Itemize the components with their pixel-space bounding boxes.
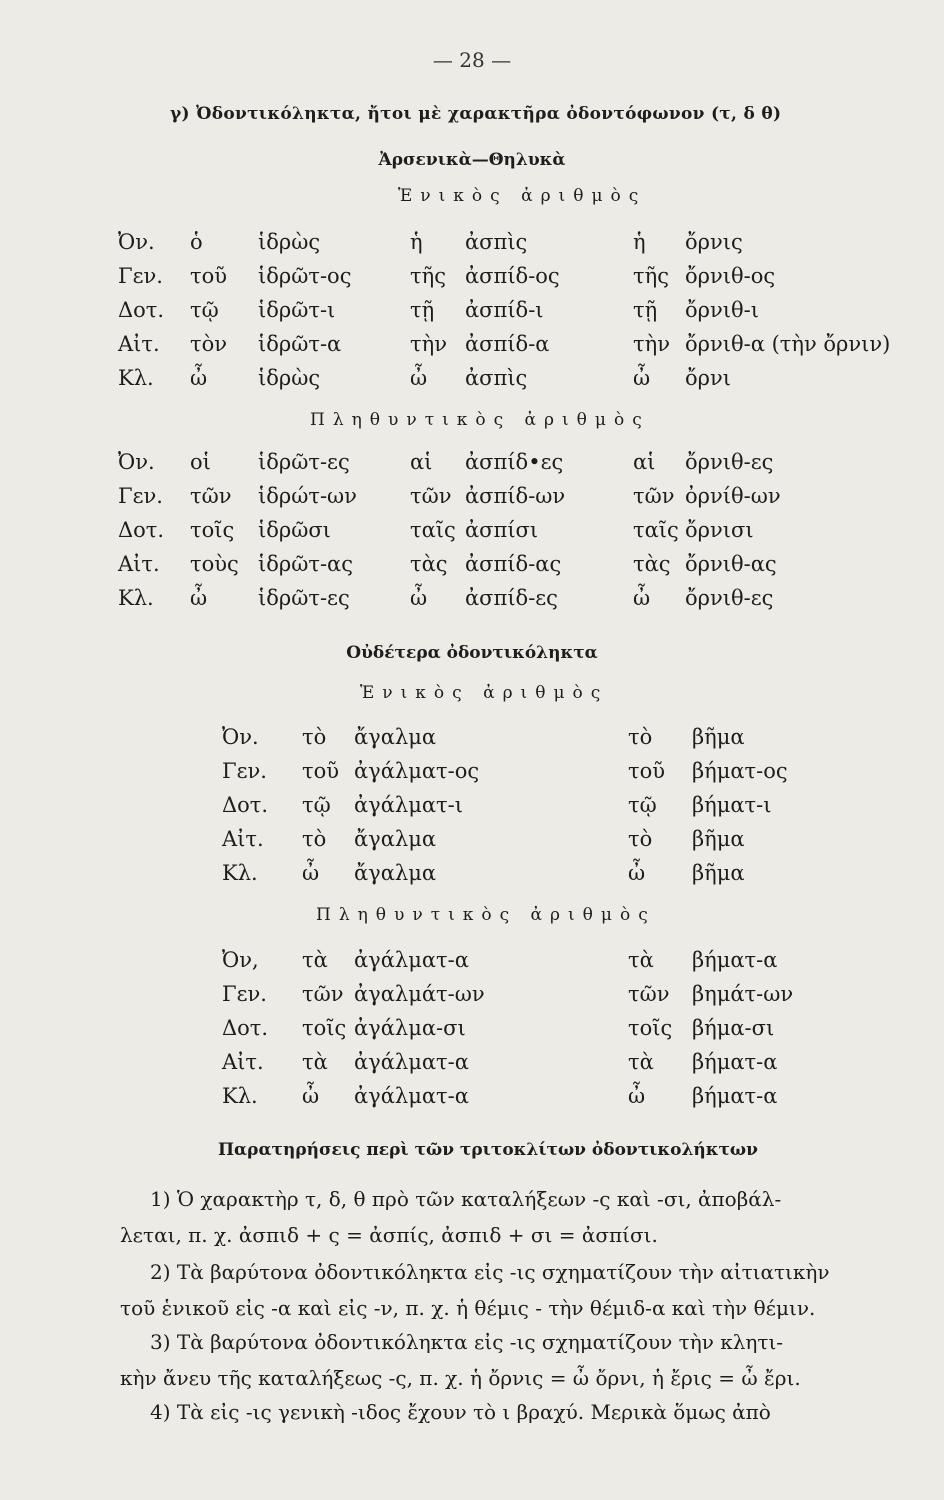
paradigm-cell: τὰς: [410, 552, 448, 576]
paradigm-cell: ἀσπὶς: [465, 366, 528, 390]
paradigm-cell: τῷ: [190, 298, 219, 322]
paradigm-cell: ἱδρῶτ-ες: [258, 450, 350, 474]
paradigm-cell: ταῖς: [633, 518, 679, 542]
case-label: Δοτ.: [118, 298, 165, 322]
paradigm-cell: αἱ: [410, 450, 433, 474]
paradigm-cell: τῇ: [633, 298, 658, 322]
paradigm-cell: ταῖς: [410, 518, 456, 542]
case-label: Ὀν,: [222, 948, 259, 972]
paradigm-cell: ἱδρῶτ-α: [258, 332, 342, 356]
paradigm-cell: τοῖς: [190, 518, 235, 542]
paradigm-cell: ἱδρῶτ-ες: [258, 586, 350, 610]
heading-enikos-neuter: Ἑνικὸς ἀριθμὸς: [360, 683, 609, 703]
paradigm-cell: τὰ: [628, 1050, 654, 1074]
paradigm-cell: ἀσπίδ•ες: [465, 450, 564, 474]
paradigm-cell: ἡ: [633, 230, 646, 254]
heading-plythyntikos-masc: Πληθυντικὸς ἀριθμὸς: [310, 410, 650, 430]
paradigm-cell: ἱδρῶτ-ας: [258, 552, 354, 576]
paradigm-cell: τῇ: [410, 298, 435, 322]
paradigm-cell: ἀγαλμάτ-ων: [354, 982, 485, 1006]
observation-2-line-1: 2) Τὰ βαρύτονα ὀδοντικόληκτα εἰς -ις σχηματίζουν τὴν αἰτιατικὴν: [150, 1260, 830, 1284]
case-label: Δοτ.: [118, 518, 165, 542]
paradigm-cell: τὰ: [302, 1050, 328, 1074]
paradigm-cell: ἀγάλματ-α: [354, 1084, 469, 1108]
case-label: Ὀν.: [118, 450, 155, 474]
case-label: Δοτ.: [222, 793, 269, 817]
paradigm-cell: ἀγάλματ-α: [354, 1050, 469, 1074]
observation-4-line-1: 4) Τὰ εἰς -ις γενικὴ -ιδος ἔχουν τὸ ι βραχύ. Μερικὰ ὅμως ἀπὸ: [150, 1400, 771, 1424]
paradigm-cell: τὴν: [410, 332, 447, 356]
case-label: Κλ.: [118, 366, 154, 390]
paradigm-cell: τοῖς: [302, 1016, 347, 1040]
case-label: Κλ.: [222, 861, 258, 885]
paradigm-cell: αἱ: [633, 450, 656, 474]
paradigm-cell: ὦ: [410, 366, 428, 390]
paradigm-cell: τῷ: [302, 793, 331, 817]
paradigm-cell: βήμα-σι: [692, 1016, 775, 1040]
paradigm-cell: βήματ-α: [692, 948, 778, 972]
paradigm-cell: ἀγάλματ-ι: [354, 793, 463, 817]
paradigm-cell: τὸ: [302, 827, 327, 851]
paradigm-cell: τῆς: [633, 264, 669, 288]
case-label: Κλ.: [118, 586, 154, 610]
paradigm-cell: ὄρνιθ-α (τὴν ὄρνιν): [685, 332, 891, 356]
paradigm-cell: βήματ-ος: [692, 759, 788, 783]
paradigm-cell: ἀγάλμα-σι: [354, 1016, 466, 1040]
paradigm-cell: ἀσπίδ-ας: [465, 552, 562, 576]
paradigm-cell: τῶν: [633, 484, 675, 508]
paradigm-cell: τῆς: [410, 264, 446, 288]
case-label: Αἰτ.: [222, 827, 264, 851]
case-label: Αἰτ.: [118, 552, 160, 576]
observation-3-line-2: κὴν ἄνευ τῆς καταλήξεως -ς, π. χ. ἡ ὄρνις = ὦ ὄρνι, ἡ ἔρις = ὦ ἔρι.: [120, 1366, 801, 1390]
paradigm-cell: τὸ: [628, 827, 653, 851]
paradigm-cell: ὦ: [633, 586, 651, 610]
paradigm-cell: ἱδρῶσι: [258, 518, 331, 542]
paradigm-cell: ἀσπίδ-ων: [465, 484, 566, 508]
case-label: Δοτ.: [222, 1016, 269, 1040]
paradigm-cell: ὦ: [302, 861, 320, 885]
paradigm-cell: ἱδρὼς: [258, 366, 321, 390]
paradigm-cell: ἡ: [410, 230, 423, 254]
case-label: Γεν.: [222, 759, 267, 783]
paradigm-cell: τῶν: [628, 982, 670, 1006]
heading-observations: Παρατηρήσεις περὶ τῶν τριτοκλίτων ὀδοντικολήκτων: [218, 1140, 758, 1160]
paradigm-cell: ὦ: [628, 1084, 646, 1108]
paradigm-cell: ὦ: [633, 366, 651, 390]
paradigm-cell: ὄρνιθ-ες: [685, 450, 774, 474]
paradigm-cell: ἄγαλμα: [354, 725, 437, 749]
paradigm-cell: τὰς: [633, 552, 671, 576]
paradigm-cell: ἱδρῶτ-ος: [258, 264, 352, 288]
paradigm-cell: ἀσπὶς: [465, 230, 528, 254]
paradigm-cell: ἀγάλματ-α: [354, 948, 469, 972]
heading-enikos-masc: Ἑνικὸς ἀριθμὸς: [398, 186, 647, 206]
paradigm-cell: ἀγάλματ-ος: [354, 759, 480, 783]
paradigm-cell: ὀρνίθ-ων: [685, 484, 781, 508]
paradigm-cell: ἀσπίσι: [465, 518, 539, 542]
paradigm-cell: ὦ: [410, 586, 428, 610]
paradigm-cell: τὴν: [633, 332, 670, 356]
case-label: Γεν.: [222, 982, 267, 1006]
page-number: — 28 —: [432, 48, 512, 72]
case-label: Ὀν.: [222, 725, 259, 749]
paradigm-cell: ἱδρῶτ-ι: [258, 298, 336, 322]
paradigm-cell: ὄρνιθ-ος: [685, 264, 776, 288]
case-label: Γεν.: [118, 484, 163, 508]
paradigm-cell: βήματ-α: [692, 1050, 778, 1074]
paradigm-cell: βήματ-ι: [692, 793, 772, 817]
paradigm-cell: βῆμα: [692, 827, 745, 851]
paradigm-cell: ἱδρὼς: [258, 230, 321, 254]
paradigm-cell: ὄρνισι: [685, 518, 754, 542]
paradigm-cell: ὄρνιθ-ες: [685, 586, 774, 610]
paradigm-cell: τῶν: [410, 484, 452, 508]
paradigm-cell: βημάτ-ων: [692, 982, 794, 1006]
paradigm-cell: ὦ: [302, 1084, 320, 1108]
paradigm-cell: ἄγαλμα: [354, 827, 437, 851]
observation-2-line-2: τοῦ ἑνικοῦ εἰς -α καὶ εἰς -ν, π. χ. ἡ θέμις - τὴν θέμιδ-α καὶ τὴν θέμιν.: [120, 1296, 816, 1320]
paradigm-cell: τῶν: [190, 484, 232, 508]
paradigm-cell: τὰ: [628, 948, 654, 972]
paradigm-cell: τοὺς: [190, 552, 239, 576]
paradigm-cell: ἀσπίδ-ες: [465, 586, 558, 610]
paradigm-cell: ὦ: [190, 366, 208, 390]
paradigm-cell: ὁ: [190, 230, 203, 254]
heading-neuter: Οὐδέτερα ὀδοντικόληκτα: [346, 643, 598, 663]
heading-plythyntikos-neuter: Πληθυντικὸς ἀριθμὸς: [316, 905, 656, 925]
case-label: Αἰτ.: [222, 1050, 264, 1074]
case-label: Κλ.: [222, 1084, 258, 1108]
paradigm-cell: ὦ: [190, 586, 208, 610]
paradigm-cell: τὰ: [302, 948, 328, 972]
paradigm-cell: τῶν: [302, 982, 344, 1006]
paradigm-cell: ἀσπίδ-ος: [465, 264, 560, 288]
paradigm-cell: τὸ: [628, 725, 653, 749]
observation-3-line-1: 3) Τὰ βαρύτονα ὀδοντικόληκτα εἰς -ις σχηματίζουν τὴν κλητι-: [150, 1330, 784, 1354]
paradigm-cell: βήματ-α: [692, 1084, 778, 1108]
paradigm-cell: τοῦ: [190, 264, 228, 288]
paradigm-cell: τοῦ: [302, 759, 340, 783]
paradigm-cell: τὸ: [302, 725, 327, 749]
paradigm-cell: τοῦ: [628, 759, 666, 783]
paradigm-cell: ὦ: [628, 861, 646, 885]
paradigm-cell: ἀσπίδ-ι: [465, 298, 544, 322]
observation-1-line-2: λεται, π. χ. ἀσπιδ + ς = ἀσπίς, ἀσπιδ + σι = ἀσπίσι.: [120, 1223, 658, 1247]
paradigm-cell: βῆμα: [692, 725, 745, 749]
paradigm-cell: τοῖς: [628, 1016, 673, 1040]
paradigm-cell: οἱ: [190, 450, 211, 474]
paradigm-cell: ἱδρώτ-ων: [258, 484, 357, 508]
paradigm-cell: ἀσπίδ-α: [465, 332, 550, 356]
observation-1-line-1: 1) Ὁ χαρακτὴρ τ, δ, θ πρὸ τῶν καταλήξεων -ς καὶ -σι, ἀποβάλ-: [150, 1187, 782, 1211]
paradigm-cell: ἄγαλμα: [354, 861, 437, 885]
case-label: Αἰτ.: [118, 332, 160, 356]
case-label: Γεν.: [118, 264, 163, 288]
paradigm-cell: τῷ: [628, 793, 657, 817]
paradigm-cell: βῆμα: [692, 861, 745, 885]
paradigm-cell: ὄρνιθ-ας: [685, 552, 777, 576]
paradigm-cell: ὄρνι: [685, 366, 731, 390]
section-heading-odontikolikta: γ) Ὀδοντικόληκτα, ἤτοι μὲ χαρακτῆρα ὀδοντόφωνον (τ, δ θ): [170, 104, 782, 124]
paradigm-cell: ὄρνιθ-ι: [685, 298, 759, 322]
subheading-arsenika-thelyka: Ἀρσενικὰ—Θηλυκὰ: [378, 150, 566, 170]
paradigm-cell: ὄρνις: [685, 230, 743, 254]
paradigm-cell: τὸν: [190, 332, 228, 356]
case-label: Ὀν.: [118, 230, 155, 254]
